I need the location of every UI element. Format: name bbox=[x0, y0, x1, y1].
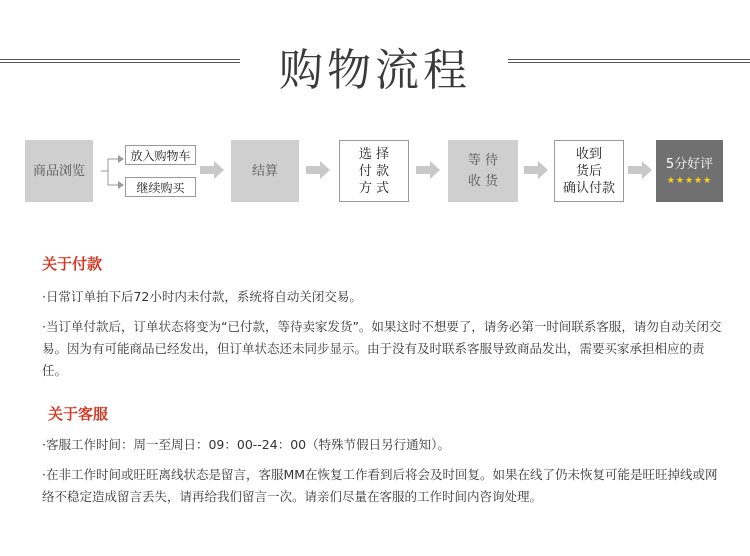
payment-section-title: 关于付款 bbox=[42, 255, 103, 273]
title-divider-right bbox=[508, 59, 750, 63]
step-confirm-line-1: 收到 bbox=[575, 146, 602, 162]
rating-stars-icon: ★★★★★ bbox=[666, 176, 713, 186]
arrow-right-icon bbox=[200, 161, 224, 179]
step-confirm-line-2: 货后 bbox=[575, 163, 602, 179]
step-payment-line-1: 选 择 bbox=[358, 146, 390, 162]
shopping-flow bbox=[0, 138, 750, 202]
step-payment-line-3: 方 式 bbox=[358, 180, 390, 196]
step-review-label: 5分好评 bbox=[665, 157, 714, 172]
service-item-1: ·客服工作时间：周一至周日：09：00--24：00（特殊节假日另行通知）。 bbox=[42, 437, 450, 452]
step-continue-label: 继续购买 bbox=[136, 180, 185, 195]
step-checkout-label: 结算 bbox=[251, 163, 278, 179]
payment-item-1: ·日常订单拍下后72小时内未付款，系统将自动关闭交易。 bbox=[42, 289, 362, 304]
page-header bbox=[0, 30, 750, 96]
step-confirm bbox=[554, 140, 624, 202]
step-browse-label: 商品浏览 bbox=[32, 163, 85, 179]
payment-item-2: ·当订单付款后，订单状态将变为“已付款，等待卖家发货”。如果这时不想要了，请务必第一时间联系客服，请勿自动关闭交易。因为有可能商品已经发出，但订单状态还未同步显示。由于没有及时联系客服导致商品发出，需要买家承担相应的责任。 bbox=[42, 319, 722, 378]
step-wait bbox=[448, 140, 518, 202]
title-divider-left bbox=[0, 59, 240, 63]
arrow-right-icon bbox=[628, 161, 652, 179]
arrow-right-icon bbox=[416, 161, 440, 179]
service-item-2: ·在非工作时间或旺旺离线状态是留言，客服MM在恢复工作看到后将会及时回复。如果在线了仍未恢复可能是旺旺掉线或网络不稳定造成留言丢失，请再给我们留言一次。请亲们尽量在客服的工作时间内咨询处理。 bbox=[42, 467, 718, 504]
arrow-right-icon bbox=[306, 161, 330, 179]
step-continue bbox=[125, 177, 196, 197]
step-confirm-line-3: 确认付款 bbox=[562, 180, 615, 196]
step-wait-line-1: 等 待 bbox=[467, 153, 499, 168]
step-wait-line-2: 收 货 bbox=[467, 174, 499, 189]
branch-arrows-icon bbox=[98, 148, 124, 194]
service-section-title: 关于客服 bbox=[48, 405, 109, 423]
step-checkout bbox=[231, 140, 299, 202]
step-browse bbox=[25, 140, 93, 202]
page-title: 购物流程 bbox=[279, 45, 471, 96]
step-add-cart-label: 放入购物车 bbox=[130, 148, 191, 163]
step-payment-line-2: 付 款 bbox=[358, 163, 390, 179]
step-add-cart bbox=[125, 145, 196, 165]
step-review bbox=[656, 140, 723, 202]
step-payment bbox=[339, 140, 409, 202]
arrow-right-icon bbox=[524, 161, 548, 179]
